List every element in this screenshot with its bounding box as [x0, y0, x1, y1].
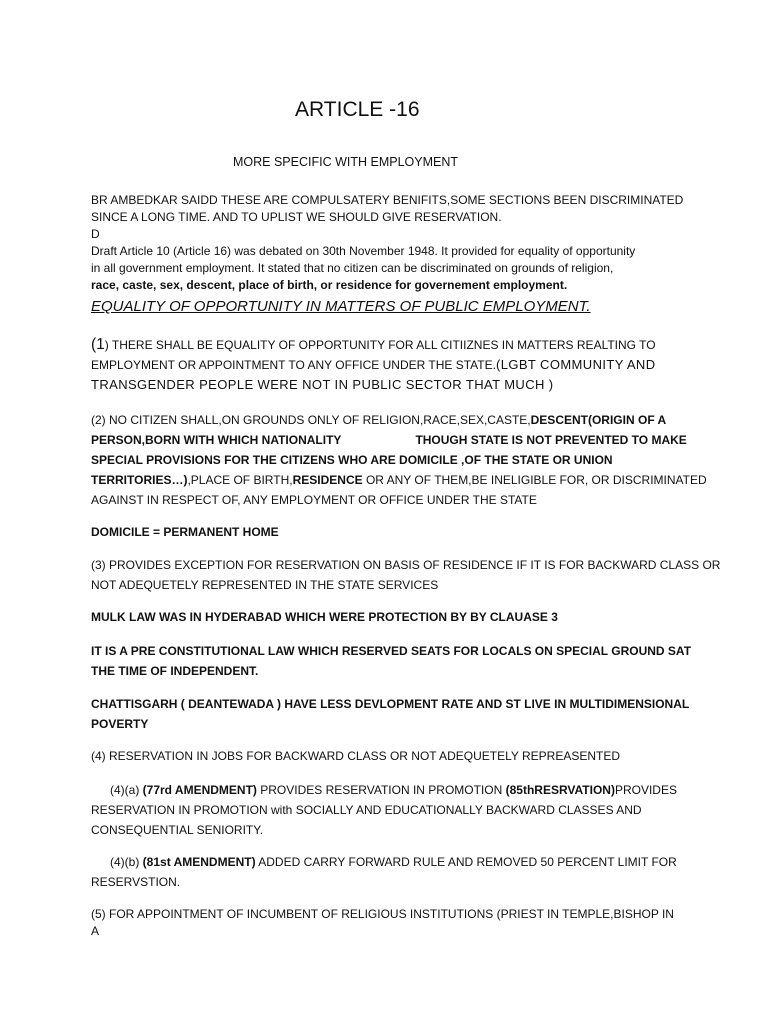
clause-number: (4)(b) — [110, 855, 143, 869]
clause-text: ADDED CARRY FORWARD RULE AND REMOVED 50 PERCENT LIMIT FOR — [255, 855, 677, 869]
section-heading: EQUALITY OF OPPORTUNITY IN MATTERS OF PUBLIC EMPLOYMENT. — [91, 298, 591, 315]
amendment-label: (77rd AMENDMENT) — [142, 783, 257, 797]
clause-text-bold: RESIDENCE — [292, 473, 363, 487]
clause-4a — [91, 780, 681, 840]
clause-text: RESERVATION IN PROMOTION with SOCIALLY AND EDUCATIONALLY BACKWARD CLASSES AND — [91, 803, 642, 817]
clause-text: PROVIDES RESERVATION IN PROMOTION — [256, 783, 506, 797]
clause-text: (3) PROVIDES EXCEPTION FOR RESERVATION ON BASIS OF RESIDENCE IF IT IS FOR BACKWARD CLASS OR — [91, 558, 721, 572]
amendment-label: (85thRESRVATION) — [505, 783, 615, 797]
intro-paragraph — [91, 192, 684, 294]
clause-2 — [91, 410, 707, 510]
clause-4b — [91, 852, 681, 892]
chattisgarh-note — [91, 694, 690, 734]
intro-line: Draft Article 10 (Article 16) was debated on 30th November 1948. It provided for equality of opportunity — [91, 244, 636, 258]
clause-text: OR ANY OF THEM,BE INELIGIBLE FOR, OR DISCRIMINATED — [362, 473, 707, 487]
domicile-note: DOMICILE = PERMANENT HOME — [91, 525, 279, 539]
note-line: CHATTISGARH ( DEANTEWADA ) HAVE LESS DEVLOPMENT RATE AND ST LIVE IN MULTIDIMENSIONAL — [91, 697, 690, 711]
clause-text: ) THERE SHALL BE EQUALITY OF OPPORTUNITY FOR ALL CITIIZNES IN MATTERS REALTING TO — [104, 338, 656, 352]
clause-text: AGAINST IN RESPECT OF, ANY EMPLOYMENT OR OFFICE UNDER THE STATE — [91, 493, 537, 507]
clause-text: CONSEQUENTIAL SENIORITY. — [91, 823, 264, 837]
clause-text: EMPLOYMENT OR APPOINTMENT TO ANY OFFICE UNDER THE STATE. — [91, 358, 496, 372]
clause-text: ,PLACE OF BIRTH, — [187, 473, 293, 487]
clause-note: TRANSGENDER PEOPLE WERE NOT IN PUBLIC SECTOR THAT MUCH ) — [91, 377, 554, 392]
clause-1 — [91, 336, 681, 393]
clause-4: (4) RESERVATION IN JOBS FOR BACKWARD CLASS OR NOT ADEQUETELY REPREASENTED — [91, 749, 620, 763]
page-subtitle: MORE SPECIFIC WITH EMPLOYMENT — [233, 155, 459, 169]
clause-3 — [91, 555, 721, 595]
clause-text: RESERVSTION. — [91, 875, 181, 889]
note-line: POVERTY — [91, 717, 149, 731]
intro-line-bold: race, caste, sex, descent, place of birth, or residence for governement employment. — [91, 278, 568, 292]
clause-5: (5) FOR APPOINTMENT OF INCUMBENT OF RELIGIOUS INSTITUTIONS (PRIEST IN TEMPLE,BISHOP IN A — [91, 907, 674, 938]
page-title: ARTICLE -16 — [295, 98, 420, 121]
clause-text: (2) NO CITIZEN SHALL,ON GROUNDS ONLY OF RELIGION,RACE,SEX,CASTE, — [91, 413, 531, 427]
clause-text-bold: PERSON,BORN WITH WHICH NATIONALITY — [91, 433, 342, 447]
clause-number: (1 — [91, 336, 105, 353]
mulk-note: MULK LAW WAS IN HYDERABAD WHICH WERE PROTECTION BY BY CLAUASE 3 — [91, 610, 558, 624]
clause-text: NOT ADEQUETELY REPRESENTED IN THE STATE SERVICES — [91, 578, 439, 592]
intro-line: in all government employment. It stated that no citizen can be discriminated on grounds of religion, — [91, 261, 614, 275]
note-line: IT IS A PRE CONSTITUTIONAL LAW WHICH RESERVED SEATS FOR LOCALS ON SPECIAL GROUND SAT — [91, 644, 692, 658]
clause-number: (4)(a) — [110, 783, 143, 797]
clause-text-bold: DESCENT(ORIGIN OF A — [530, 413, 667, 427]
intro-line: BR AMBEDKAR SAIDD THESE ARE COMPULSATERY BENIFITS,SOME SECTIONS BEEN DISCRIMINATED — [91, 193, 684, 207]
clause-text-bold: SPECIAL PROVISIONS FOR THE CITIZENS WHO ARE DOMICILE ,OF THE STATE OR UNION — [91, 453, 613, 467]
note-line: THE TIME OF INDEPENDENT. — [91, 664, 259, 678]
clause-text: PROVIDES — [614, 783, 677, 797]
intro-line: SINCE A LONG TIME. AND TO UPLIST WE SHOULD GIVE RESERVATION. — [91, 210, 502, 224]
intro-line: D — [91, 227, 100, 241]
preconstitutional-note — [91, 641, 692, 681]
clause-note: (LGBT COMMUNITY AND — [495, 357, 656, 372]
amendment-label: (81st AMENDMENT) — [142, 855, 256, 869]
clause-text-bold: THOUGH STATE IS NOT PREVENTED TO MAKE — [415, 433, 687, 447]
clause-text-bold: TERRITORIES…) — [91, 473, 188, 487]
